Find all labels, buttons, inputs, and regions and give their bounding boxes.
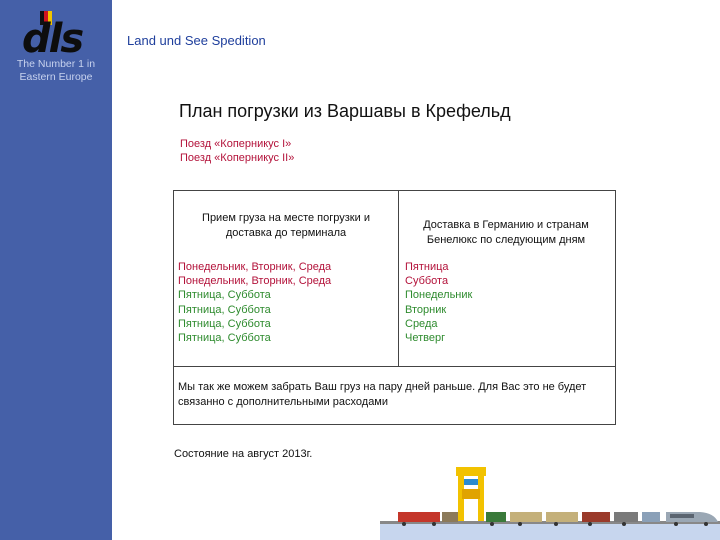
company-name: Land und See Spedition: [127, 33, 266, 48]
company-tagline: [0, 58, 112, 84]
train-list: [180, 137, 294, 165]
header-pickup: Прием груза на месте погрузки и доставка до терминала: [202, 212, 370, 239]
pickup-days-column: [178, 260, 331, 345]
status-date: Состояние на август 2013г.: [174, 448, 313, 460]
delivery-days-column: [405, 260, 472, 345]
delivery-day: Среда: [405, 317, 438, 330]
table-divider-vertical: [398, 190, 399, 367]
company-logo: [22, 10, 94, 56]
pickup-day: Пятница, Суббота: [178, 303, 271, 316]
pickup-day: Пятница, Суббота: [178, 289, 271, 302]
delivery-day: Четверг: [405, 332, 446, 345]
delivery-day: Вторник: [405, 303, 447, 316]
table-divider-horizontal: [173, 366, 616, 367]
pickup-day: Понедельник, Вторник, Среда: [178, 261, 332, 273]
delivery-day: Понедельник: [405, 289, 473, 302]
tagline-line-2: Eastern Europe: [19, 71, 93, 83]
table-note: Мы так же можем забрать Ваш груз на пару дней раньше. Для Вас это не будет связанно с дополнительными расходами: [178, 381, 587, 408]
delivery-day: Суббота: [405, 275, 449, 288]
train-name: Поезд «Коперникус II»: [180, 152, 295, 164]
header-delivery: Доставка в Германию и странам Бенелюкс по следующим дням: [423, 219, 589, 246]
pickup-day: Понедельник, Вторник, Среда: [178, 275, 332, 288]
freight-train-illustration: [380, 455, 720, 540]
train-name: Поезд «Коперникус I»: [180, 138, 292, 150]
tagline-line-1: The Number 1 in: [16, 58, 96, 70]
sidebar: [0, 0, 112, 540]
pickup-day: Пятница, Суббота: [178, 332, 271, 345]
page-title: План погрузки из Варшавы в Крефельд: [179, 101, 511, 121]
svg-text:dls: dls: [22, 16, 83, 56]
pickup-day: Пятница, Суббота: [178, 317, 271, 330]
delivery-day: Пятница: [405, 261, 449, 273]
